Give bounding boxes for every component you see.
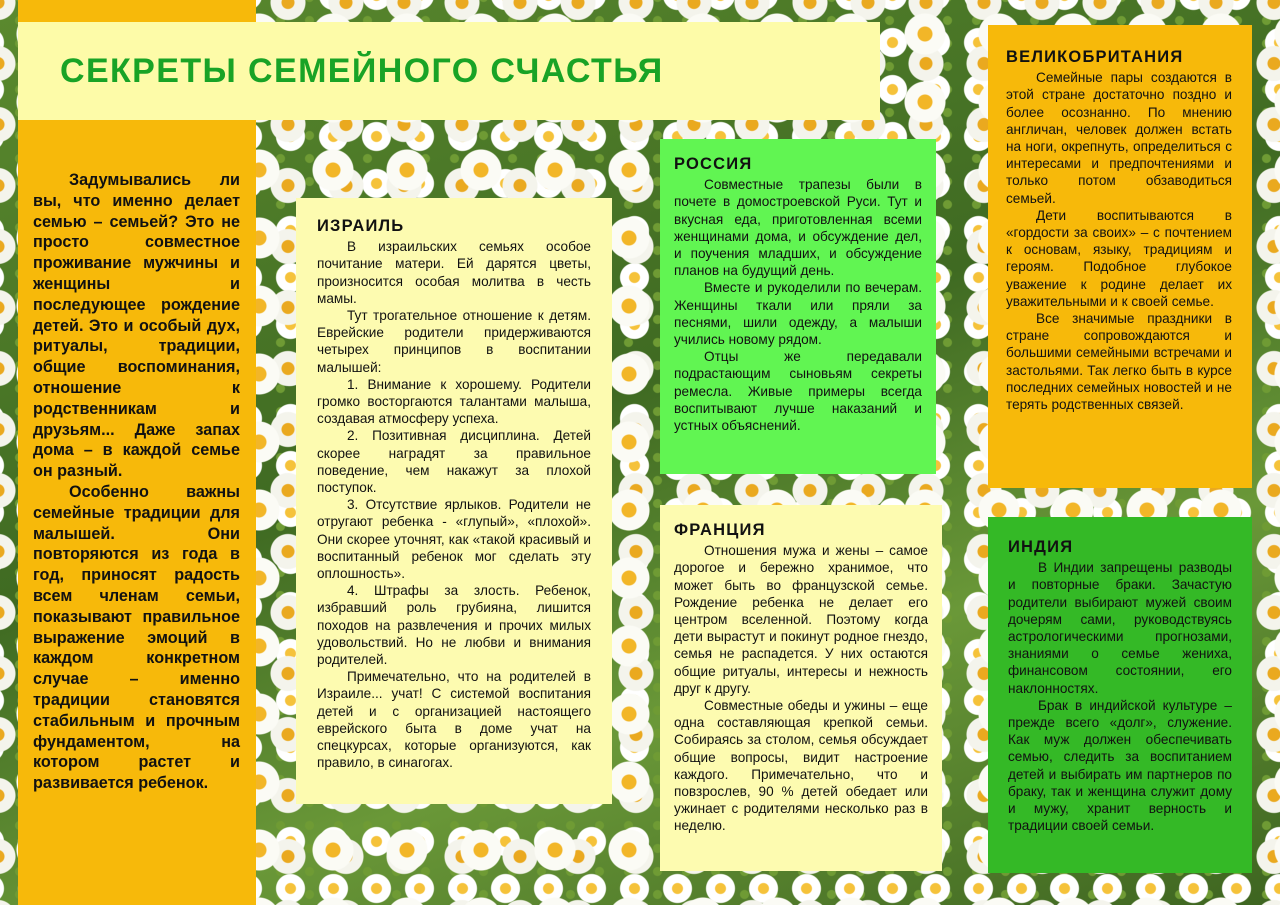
- russia-paragraph: Отцы же передавали подрастающим сыновьям секреты ремесла. Живые примеры всегда воспитывают лучше наказаний и устных объяснений.: [674, 349, 922, 434]
- israel-paragraph: 1. Внимание к хорошему. Родители громко восторгаются талантами малыша, создавая атмосферу успеха.: [317, 376, 591, 427]
- india-heading: ИНДИЯ: [1008, 538, 1074, 556]
- title-banner: [18, 22, 880, 120]
- israel-heading: ИЗРАИЛЬ: [317, 217, 405, 235]
- britain-paragraph: Семейные пары создаются в этой стране достаточно поздно и более осознанно. По мнению англичан, человек должен встать на ноги, окрепнуть, определиться с интересами и предпочтениями и только потом обзаводиться семьей.: [1006, 70, 1232, 206]
- britain-section: [988, 25, 1252, 488]
- britain-heading: ВЕЛИКОБРИТАНИЯ: [1006, 48, 1184, 66]
- india-section: [988, 517, 1252, 873]
- israel-paragraph: В израильских семьях особое почитание матери. Ей дарятся цветы, произносится особая молитва в честь мамы.: [317, 239, 591, 306]
- page-title: СЕКРЕТЫ СЕМЕЙНОГО СЧАСТЬЯ: [60, 51, 664, 90]
- israel-paragraph: 3. Отсутствие ярлыков. Родители не отругают ребенка - «глупый», «плохой». Они скорее уточнят, как «такой красивый и воспитанный ребенок мог сделать эту оплошность».: [317, 497, 591, 582]
- britain-paragraph: Все значимые праздники в стране сопровождаются и большими семейными встречами и застольями. Так легко быть в курсе последних семейных новостей и не терять родственных связей.: [1006, 311, 1232, 413]
- israel-paragraph: Тут трогательное отношение к детям. Еврейские родители придерживаются четырех принципов в воспитании малышей:: [317, 308, 591, 375]
- france-heading: ФРАНЦИЯ: [674, 521, 766, 539]
- france-section: [660, 505, 942, 871]
- intro-section: [18, 170, 256, 794]
- russia-paragraph: Совместные трапезы были в почете в домостроевской Руси. Тут и вкусная еда, приготовленная всеми женщинами дома, и обсуждение дел, и поучения младших, и обсуждение планов на будущий день.: [674, 177, 922, 279]
- russia-heading: РОССИЯ: [674, 155, 753, 173]
- india-paragraph: В Индии запрещены разводы и повторные браки. Зачастую родители выбирают мужей своим дочерям сами, руководствуясь астрологическими прогнозами, знаниями о семье жениха, финансовом состоянии, его наклонностях.: [1008, 560, 1232, 696]
- intro-paragraph: Задумывались ли вы, что именно делает семью – семьей? Это не просто совместное проживание мужчины и женщины и последующее рождение детей. Это и особый дух, ритуалы, традиции, общие воспоминания, отношение к родственникам и друзьям... Даже запах дома – в каждой семье он разный.: [33, 171, 240, 481]
- france-paragraph: Отношения мужа и жены – самое дорогое и бережно хранимое, что может быть во французской семье. Рождение ребенка не делает его центром вселенной. Поэтому когда дети вырастут и покинут родное гнездо, семья не распадется. У них остаются общие ритуалы, интересы и нежность друг к другу.: [674, 543, 928, 696]
- france-paragraph: Совместные обеды и ужины – еще одна составляющая крепкой семьи. Собираясь за столом, семья обсуждает общие вопросы, видит настроение каждого. Примечательно, что и повзрослев, 90 % детей обедает или ужинает с родителями несколько раз в неделю.: [674, 698, 928, 834]
- israel-paragraph: 4. Штрафы за злость. Ребенок, избравший роль грубияна, лишится походов на развлечения и прочих милых удовольствий. Но не любви и внимания родителей.: [317, 583, 591, 668]
- israel-section: [296, 198, 612, 804]
- russia-section: [660, 139, 936, 474]
- israel-paragraph: Примечательно, что на родителей в Израиле... учат! С системой воспитания детей и с организацией настоящего еврейского быта в доме учат на спецкурсах, которые организуются, как правило, в синагогах.: [317, 669, 591, 771]
- india-paragraph: Брак в индийской культуре – прежде всего «долг», служение. Как муж должен обеспечивать семью, следить за воспитанием детей и выбирать им партнеров по браку, так и женщина служит дому и мужу, хранит верность и традиции своей семьи.: [1008, 697, 1232, 834]
- britain-paragraph: Дети воспитываются в «гордости за своих» – с почтением к основам, языку, традициям и героям. Подобное глубокое уважение к родине делает их уважительными и к своей семье.: [1006, 207, 1232, 309]
- russia-paragraph: Вместе и рукоделили по вечерам. Женщины ткали или пряли за песнями, шили одежду, а малыши учились новому рядом.: [674, 280, 922, 348]
- israel-paragraph: 2. Позитивная дисциплина. Детей скорее наградят за правильное поведение, чем накажут за плохой поступок.: [317, 428, 591, 496]
- intro-paragraph: Особенно важны семейные традиции для малышей. Они повторяются из года в год, приносят радость всем членам семьи, показывают правильное выражение эмоций в каждом конкретном случае – именно традиции становятся стабильным и прочным фундаментом, на котором растет и развивается ребенок.: [33, 482, 240, 793]
